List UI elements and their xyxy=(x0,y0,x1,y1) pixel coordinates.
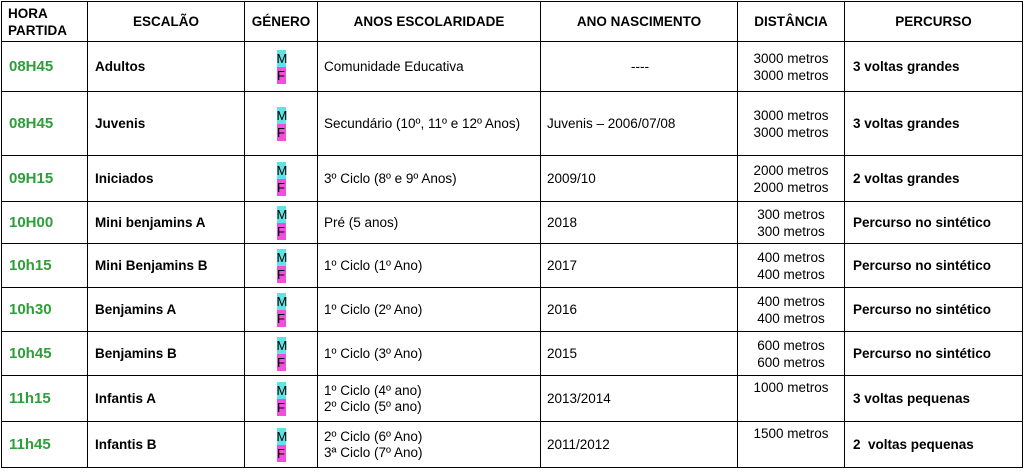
cell-genero xyxy=(245,92,318,156)
distancia-line: 3000 metros xyxy=(753,124,829,140)
cell-percurso: 2 voltas pequenas xyxy=(845,422,1023,468)
cell-genero xyxy=(245,422,318,468)
cell-escalao: Adultos xyxy=(88,42,245,92)
gender-m-label: M xyxy=(276,249,288,265)
gender-m-label: M xyxy=(276,50,288,66)
header-hora-line1: HORA xyxy=(8,5,48,21)
cell-percurso: 3 voltas grandes xyxy=(845,92,1023,156)
cell-anos-escolaridade xyxy=(318,422,541,468)
anos-line: 3ª Ciclo (7º Ano) xyxy=(324,444,423,460)
cell-anos-escolaridade xyxy=(318,92,541,156)
cell-ano-nascimento: ---- xyxy=(541,42,738,92)
cell-percurso: 3 voltas grandes xyxy=(845,42,1023,92)
header-distancia: DISTÂNCIA xyxy=(738,2,845,42)
cell-escalao: Infantis B xyxy=(88,422,245,468)
cell-percurso: Percurso no sintético xyxy=(845,288,1023,332)
distancia-line: 300 metros xyxy=(757,223,825,239)
table-row xyxy=(2,422,1023,468)
gender-m-label: M xyxy=(276,162,288,178)
table-row xyxy=(2,92,1023,156)
header-escalao: ESCALÃO xyxy=(88,2,245,42)
table-row xyxy=(2,288,1023,332)
distancia-line: 400 metros xyxy=(757,310,825,326)
cell-ano-nascimento: 2013/2014 xyxy=(541,376,738,422)
distancia-line: 3000 metros xyxy=(753,50,829,66)
cell-genero xyxy=(245,42,318,92)
table-row xyxy=(2,42,1023,92)
cell-distancia xyxy=(738,202,845,244)
distancia-line: 400 metros xyxy=(757,266,825,282)
table-row xyxy=(2,244,1023,288)
cell-distancia xyxy=(738,332,845,376)
gender-f-label: F xyxy=(277,399,285,415)
distancia-line: 1500 metros xyxy=(753,426,829,441)
distancia-line: 600 metros xyxy=(757,337,825,353)
cell-distancia xyxy=(738,288,845,332)
cell-hora-partida: 08H45 xyxy=(2,42,88,92)
cell-anos-escolaridade xyxy=(318,332,541,376)
distancia-line: 400 metros xyxy=(757,293,825,309)
gender-f-label: F xyxy=(277,124,285,140)
cell-percurso: Percurso no sintético xyxy=(845,244,1023,288)
gender-m-label: M xyxy=(276,107,288,123)
cell-anos-escolaridade xyxy=(318,288,541,332)
distancia-line: 300 metros xyxy=(757,206,825,222)
cell-ano-nascimento: 2009/10 xyxy=(541,156,738,202)
cell-hora-partida: 10h15 xyxy=(2,244,88,288)
anos-line: 1º Ciclo (2º Ano) xyxy=(324,301,423,317)
cell-hora-partida: 11h45 xyxy=(2,422,88,468)
cell-ano-nascimento: 2016 xyxy=(541,288,738,332)
cell-percurso: 2 voltas grandes xyxy=(845,156,1023,202)
gender-f-label: F xyxy=(277,223,285,239)
cell-hora-partida: 09H15 xyxy=(2,156,88,202)
table-row xyxy=(2,202,1023,244)
cell-genero xyxy=(245,156,318,202)
cell-ano-nascimento: Juvenis – 2006/07/08 xyxy=(541,92,738,156)
cell-hora-partida: 10h45 xyxy=(2,332,88,376)
cell-escalao: Mini benjamins A xyxy=(88,202,245,244)
cell-genero xyxy=(245,202,318,244)
gender-m-label: M xyxy=(276,382,288,398)
cell-escalao: Benjamins A xyxy=(88,288,245,332)
gender-m-label: M xyxy=(276,293,288,309)
anos-line: 2º Ciclo (6º Ano) xyxy=(324,428,423,444)
distancia-line: 3000 metros xyxy=(753,67,829,83)
header-hora-partida xyxy=(2,2,88,42)
cell-escalao: Infantis A xyxy=(88,376,245,422)
cell-distancia xyxy=(738,92,845,156)
cell-ano-nascimento: 2015 xyxy=(541,332,738,376)
cell-ano-nascimento: 2017 xyxy=(541,244,738,288)
header-hora-line2: PARTIDA xyxy=(8,22,67,38)
anos-line: 1º Ciclo (3º Ano) xyxy=(324,345,423,361)
cell-percurso: Percurso no sintético xyxy=(845,332,1023,376)
header-anos-escolaridade: ANOS ESCOLARIDADE xyxy=(318,2,541,42)
header-genero: GÉNERO xyxy=(245,2,318,42)
gender-m-label: M xyxy=(276,428,288,444)
cell-percurso: Percurso no sintético xyxy=(845,202,1023,244)
cell-escalao: Iniciados xyxy=(88,156,245,202)
anos-line: Comunidade Educativa xyxy=(324,58,464,74)
cell-hora-partida: 10h30 xyxy=(2,288,88,332)
anos-line: 2º Ciclo (5º ano) xyxy=(324,398,422,414)
cell-anos-escolaridade xyxy=(318,156,541,202)
cell-escalao: Mini Benjamins B xyxy=(88,244,245,288)
schedule-table xyxy=(1,1,1023,468)
anos-line: 1º Ciclo (4º ano) xyxy=(324,382,422,398)
cell-distancia xyxy=(738,42,845,92)
cell-hora-partida: 11h15 xyxy=(2,376,88,422)
anos-line: 3º Ciclo (8º e 9º Anos) xyxy=(324,170,457,186)
gender-f-label: F xyxy=(277,266,285,282)
cell-genero xyxy=(245,376,318,422)
gender-f-label: F xyxy=(277,310,285,326)
table-row xyxy=(2,332,1023,376)
gender-m-label: M xyxy=(276,206,288,222)
cell-anos-escolaridade xyxy=(318,202,541,244)
header-percurso: PERCURSO xyxy=(845,2,1023,42)
cell-genero xyxy=(245,288,318,332)
distancia-line: 600 metros xyxy=(757,354,825,370)
header-row xyxy=(2,2,1023,42)
cell-anos-escolaridade xyxy=(318,376,541,422)
cell-distancia xyxy=(738,422,845,468)
table-row xyxy=(2,376,1023,422)
cell-ano-nascimento: 2011/2012 xyxy=(541,422,738,468)
cell-hora-partida: 08H45 xyxy=(2,92,88,156)
header-ano-nascimento: ANO NASCIMENTO xyxy=(541,2,738,42)
anos-line: 1º Ciclo (1º Ano) xyxy=(324,257,423,273)
cell-distancia xyxy=(738,156,845,202)
gender-f-label: F xyxy=(277,354,285,370)
cell-escalao: Juvenis xyxy=(88,92,245,156)
cell-distancia xyxy=(738,376,845,422)
anos-line: Secundário (10º, 11º e 12º Anos) xyxy=(324,115,521,131)
cell-anos-escolaridade xyxy=(318,244,541,288)
table-body xyxy=(2,42,1023,468)
gender-m-label: M xyxy=(276,337,288,353)
distancia-line: 2000 metros xyxy=(753,179,829,195)
gender-f-label: F xyxy=(277,67,285,83)
cell-percurso: 3 voltas pequenas xyxy=(845,376,1023,422)
cell-genero xyxy=(245,332,318,376)
distancia-line: 1000 metros xyxy=(753,380,829,395)
cell-escalao: Benjamins B xyxy=(88,332,245,376)
gender-f-label: F xyxy=(277,445,285,461)
table-row xyxy=(2,156,1023,202)
cell-distancia xyxy=(738,244,845,288)
distancia-line: 3000 metros xyxy=(753,107,829,123)
cell-anos-escolaridade xyxy=(318,42,541,92)
cell-hora-partida: 10H00 xyxy=(2,202,88,244)
distancia-line: 2000 metros xyxy=(753,162,829,178)
anos-line: Pré (5 anos) xyxy=(324,214,399,230)
cell-ano-nascimento: 2018 xyxy=(541,202,738,244)
cell-genero xyxy=(245,244,318,288)
gender-f-label: F xyxy=(277,179,285,195)
distancia-line: 400 metros xyxy=(757,249,825,265)
